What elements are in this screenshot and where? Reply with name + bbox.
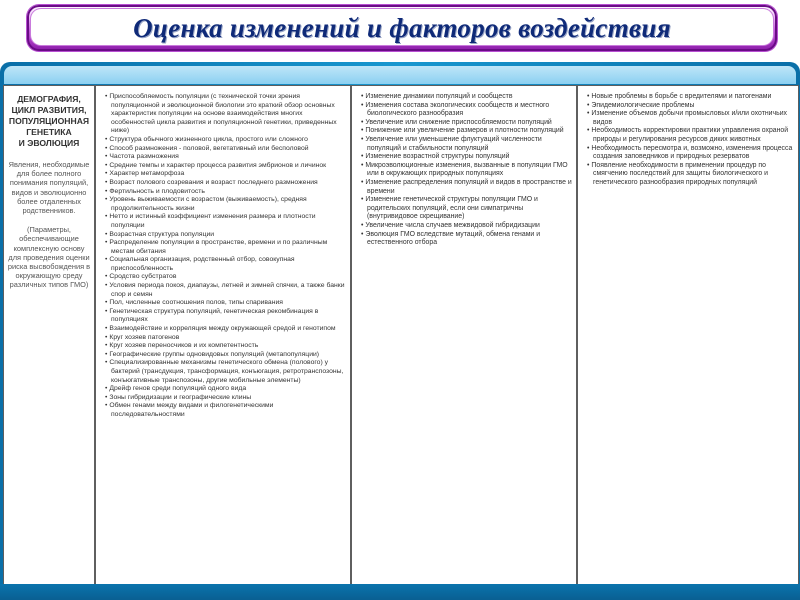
column-phenomena: [96, 86, 352, 584]
list-item: • Микроэволюционные изменения, вызванные в популяции ГМО или в окружающих природных популяциях: [361, 162, 573, 179]
list-item: • Уровень выживаемости с возрастом (выживаемость), средняя продолжительность жизни: [105, 196, 347, 213]
list-item: • Распределение популяции в пространстве, времени и по различным местам обитания: [105, 239, 347, 256]
column-changes: [352, 86, 578, 584]
list-item: • Географические группы одновидовых популяций (метапопуляции): [105, 351, 347, 360]
list-item: • Появление необходимости в применении процедур по смягчению последствий для защиты биологического и генетического разнообразия природных популяций: [587, 162, 795, 188]
list-item: • Изменение динамики популяций и сообществ: [361, 93, 573, 102]
category-description: Явления, необходимые для более полного понимания популяций, видов и эволюционно более отдаленных родственников.: [8, 160, 90, 216]
phenomena-list: [96, 86, 350, 420]
list-item: • Социальная организация, родственный отбор, совокупная приспособленность: [105, 256, 347, 273]
list-item: • Генетическая структура популяций, генетическая рекомбинация в популяциях: [105, 308, 347, 325]
list-item: • Специализированные механизмы генетического обмена (полового) у бактерий (трансдукция, трансформация, конъюгация, ретротранспозоны, конъюгативные транспозоны, другие мобильные элементы): [105, 359, 347, 385]
list-item: • Увеличение или уменьшение флуктуаций численности популяций и стабильности популяций: [361, 136, 573, 153]
panel-header-strip: [4, 66, 796, 84]
category-note: (Параметры, обеспечивающие комплексную основу для проведения оценки риска высвобождения в окружающую среду различных типов ГМО): [7, 225, 91, 290]
category-heading: [8, 94, 90, 149]
heading-line: ЦИКЛ РАЗВИТИЯ,: [11, 105, 87, 115]
heading-line: И ЭВОЛЮЦИЯ: [18, 138, 80, 148]
list-item: • Увеличение числа случаев межвидовой гибридизации: [361, 222, 573, 231]
list-item: • Необходимость корректировки практики управления охраной природы и регулирования ресурсов диких животных: [587, 127, 795, 144]
list-item: • Условия периода покоя, диапаузы, летней и зимней спячки, а также банки спор и семян: [105, 282, 347, 299]
title-banner: [27, 5, 777, 51]
list-item: • Нетто и истинный коэффициент изменения размера и плотности популяции: [105, 213, 347, 230]
list-item: • Возраст полового созревания и возраст последнего размножения: [105, 179, 347, 188]
list-item: • Изменение возрастной структуры популяций: [361, 153, 573, 162]
title-inner-frame: [31, 9, 773, 45]
list-item: • Обмен генами между видами и филогенетическими последовательностями: [105, 402, 347, 419]
changes-list: [352, 86, 576, 248]
list-item: • Приспособляемость популяции (с технической точки зрения популяционной и эволюционной биологии это краткий обзор основных характеристик популяции на основе взаимодействия многих особенностей цикла развития и популяционной генетики, приведенных ниже): [105, 93, 347, 136]
list-item: • Понижение или увеличение размеров и плотности популяций: [361, 127, 573, 136]
list-item: • Необходимость пересмотра и, возможно, изменения процесса создания заповедников и природных резерватов: [587, 145, 795, 162]
list-item: • Частота размножения: [105, 153, 347, 162]
list-item: • Эволюция ГМО вследствие мутаций, обмена генами и естественного отбора: [361, 231, 573, 248]
list-item: • Изменения состава экологических сообществ и местного биологического разнообразия: [361, 102, 573, 119]
list-item: • Увеличение или снижение приспособляемости популяций: [361, 119, 573, 128]
list-item: • Сродство субстратов: [105, 273, 347, 282]
list-item: • Пол, численные соотношения полов, типы спаривания: [105, 299, 347, 308]
list-item: • Изменение объемов добычи промысловых и/или охотничьих видов: [587, 110, 795, 127]
list-item: • Характер метаморфоза: [105, 170, 347, 179]
list-item: • Фертильность и плодовитость: [105, 188, 347, 197]
column-consequences: [578, 86, 798, 584]
list-item: • Взаимодействие и корреляция между окружающей средой и генотипом: [105, 325, 347, 334]
list-item: • Структура обычного жизненного цикла, простого или сложного: [105, 136, 347, 145]
list-item: • Зоны гибридизации и географические клины: [105, 394, 347, 403]
list-item: • Новые проблемы в борьбе с вредителями и патогенами: [587, 93, 795, 102]
list-item: • Способ размножения - половой, вегетативный или бесполовой: [105, 145, 347, 154]
column-category: [4, 86, 96, 584]
list-item: • Дрейф генов среди популяций одного вида: [105, 385, 347, 394]
panel-bottom-strip: [0, 584, 800, 600]
content-table: [3, 85, 799, 585]
list-item: • Средние темпы и характер процесса развития эмбрионов и личинок: [105, 162, 347, 171]
heading-line: ПОПУЛЯЦИОННАЯ: [8, 116, 90, 126]
list-item: • Эпидемиологические проблемы: [587, 102, 795, 111]
heading-line: ГЕНЕТИКА: [26, 127, 72, 137]
list-item: • Круг хозяев патогенов: [105, 334, 347, 343]
list-item: • Изменение распределения популяций и видов в пространстве и времени: [361, 179, 573, 196]
list-item: • Возрастная структура популяции: [105, 231, 347, 240]
list-item: • Изменение генетической структуры популяции ГМО и родительских популяций, если они симпатричны (внутривидовое скрещивание): [361, 196, 573, 222]
heading-line: ДЕМОГРАФИЯ,: [17, 94, 81, 104]
slide-title: Оценка изменений и факторов воздействия: [133, 13, 671, 43]
list-item: • Круг хозяев переносчиков и их компетентность: [105, 342, 347, 351]
consequences-list: [578, 86, 798, 188]
